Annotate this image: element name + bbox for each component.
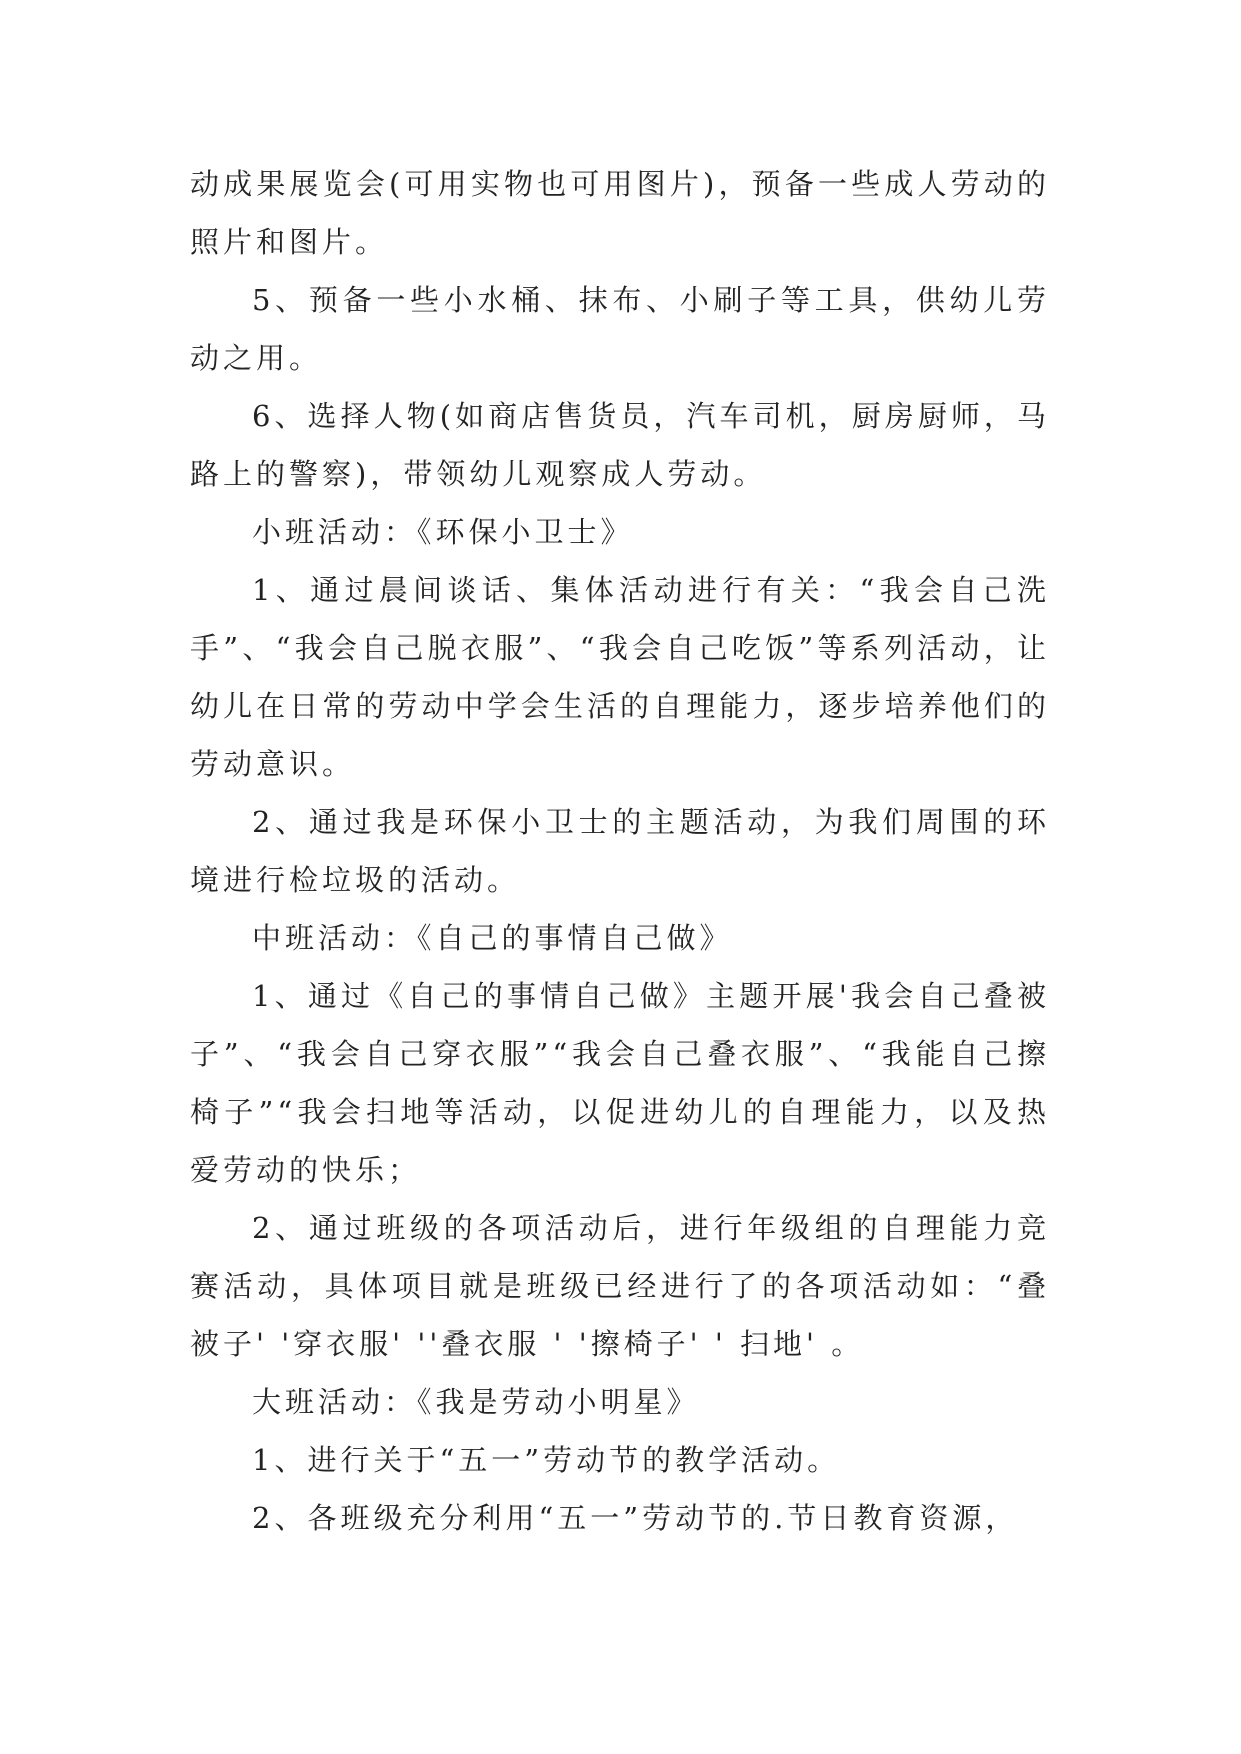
paragraph-middle-class-2: 2、通过班级的各项活动后，进行年级组的自理能力竞赛活动，具体项目就是班级已经进行了的各项活动如：“叠被子' '穿衣服' ''叠衣服 ' '擦椅子' ' 扫地' 。 [190, 1211, 1050, 1361]
paragraph-item-6: 6、选择人物(如商店售货员，汽车司机，厨房厨师，马路上的警察)，带领幼儿观察成人劳动。 [190, 399, 1050, 491]
paragraph-small-class-1: 1、通过晨间谈话、集体活动进行有关：“我会自己洗手”、“我会自己脱衣服”、“我会自己吃饭”等系列活动，让幼儿在日常的劳动中学会生活的自理能力，逐步培养他们的劳动意识。 [190, 573, 1050, 781]
paragraph-middle-class-1: 1、通过《自己的事情自己做》主题开展'我会自己叠被子”、“我会自己穿衣服”“我会自己叠衣服”、“我能自己擦椅子”“我会扫地等活动，以促进幼儿的自理能力，以及热爱劳动的快乐； [190, 979, 1050, 1187]
paragraph-large-class-2: 2、各班级充分利用“五一”劳动节的.节日教育资源， [252, 1501, 1019, 1535]
section-heading-small-class: 小班活动：《环保小卫士》 [252, 515, 634, 549]
section-heading-large-class: 大班活动：《我是劳动小明星》 [252, 1385, 700, 1419]
paragraph-continuation: 动成果展览会(可用实物也可用图片)，预备一些成人劳动的照片和图片。 [190, 167, 1050, 259]
paragraph-small-class-2: 2、通过我是环保小卫士的主题活动，为我们周围的环境进行检垃圾的活动。 [190, 805, 1050, 897]
section-heading-middle-class: 中班活动：《自己的事情自己做》 [252, 921, 733, 955]
paragraph-large-class-1: 1、进行关于“五一”劳动节的教学活动。 [252, 1443, 841, 1477]
paragraph-item-5: 5、预备一些小水桶、抹布、小刷子等工具，供幼儿劳动之用。 [190, 283, 1050, 375]
document-body [190, 155, 1050, 1547]
